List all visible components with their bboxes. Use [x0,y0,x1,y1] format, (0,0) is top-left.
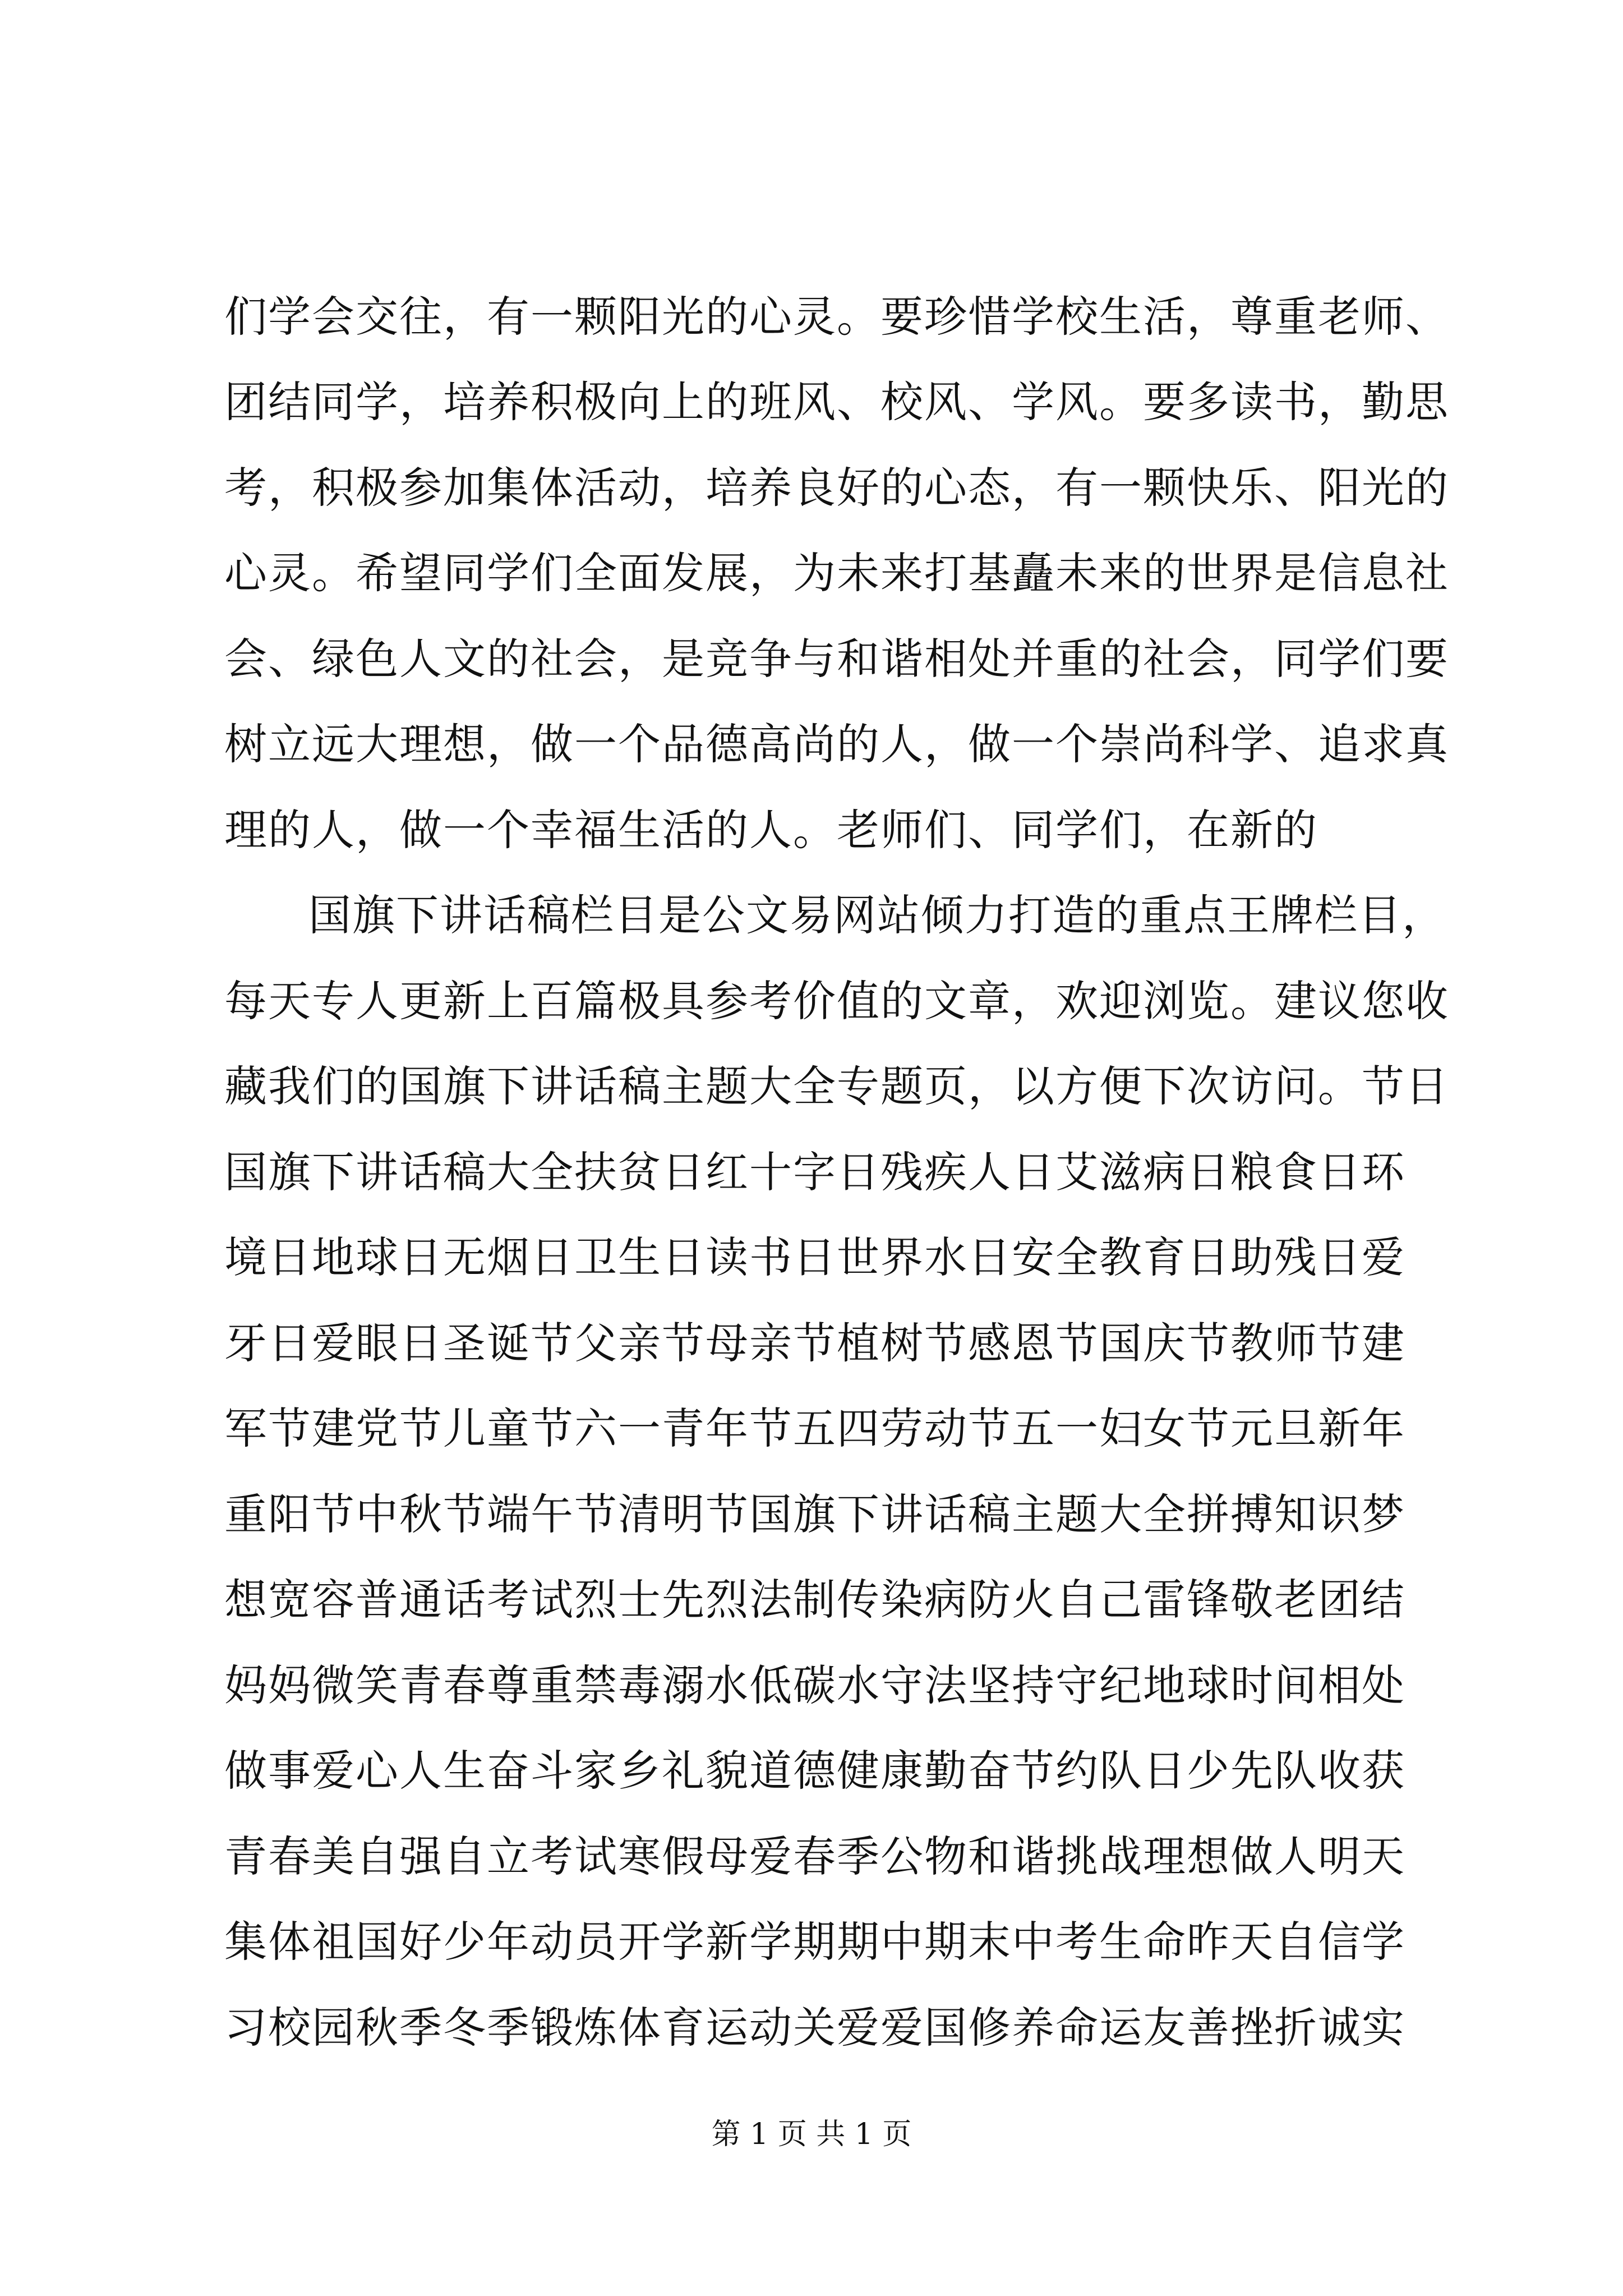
text-line-7: 理的人，做一个幸福生活的人。老师们、同学们，在新的 [224,805,1318,855]
text-line-6: 树立远大理想，做一个品德高尚的人，做一个崇尚科学、追求真 [224,719,1449,769]
text-line-11: 国旗下讲话稿大全扶贫日红十字日残疾人日艾滋病日粮食日环 [224,1147,1405,1197]
text-line-17: 妈妈微笑青春尊重禁毒溺水低碳水守法坚持守纪地球时间相处 [224,1660,1405,1710]
text-line-4: 心灵。希望同学们全面发展，为未来打基矗未来的世界是信息社 [224,548,1449,598]
text-line-5: 会、绿色人文的社会，是竞争与和谐相处并重的社会，同学们要 [224,634,1449,684]
text-line-12: 境日地球日无烟日卫生日读书日世界水日安全教育日助残日爱 [224,1232,1405,1282]
text-line-16: 想宽容普通话考试烈士先烈法制传染病防火自己雷锋敬老团结 [224,1575,1405,1625]
text-line-18: 做事爱心人生奋斗家乡礼貌道德健康勤奋节约队日少先队收获 [224,1746,1405,1796]
text-line-14: 军节建党节儿童节六一青年节五四劳动节五一妇女节元旦新年 [224,1404,1405,1453]
text-line-2: 团结同学，培养积极向上的班风、校风、学风。要多读书，勤思 [224,377,1449,427]
text-line-3: 考，积极参加集体活动，培养良好的心态，有一颗快乐、阳光的 [224,463,1449,513]
text-line-10: 藏我们的国旗下讲话稿主题大全专题页，以方便下次访问。节日 [224,1061,1449,1111]
text-line-1: 们学会交往，有一颗阳光的心灵。要珍惜学校生活，尊重老师、 [224,292,1449,342]
text-line-13: 牙日爱眼日圣诞节父亲节母亲节植树节感恩节国庆节教师节建 [224,1318,1405,1368]
text-line-20: 集体祖国好少年动员开学新学期期中期末中考生命昨天自信学 [224,1917,1405,1967]
page-number-footer: 第 1 页 共 1 页 [711,2118,912,2151]
paragraph-start-line: 国旗下讲话稿栏目是公文易网站倾力打造的重点王牌栏目， [308,890,1446,940]
text-line-9: 每天专人更新上百篇极具参考价值的文章，欢迎浏览。建议您收 [224,976,1449,1026]
text-line-21: 习校园秋季冬季锻炼体育运动关爱爱国修养命运友善挫折诚实 [224,2003,1405,2053]
text-line-15: 重阳节中秋节端午节清明节国旗下讲话稿主题大全拼搏知识梦 [224,1489,1405,1539]
text-line-19: 青春美自强自立考试寒假母爱春季公物和谐挑战理想做人明天 [224,1832,1405,1881]
